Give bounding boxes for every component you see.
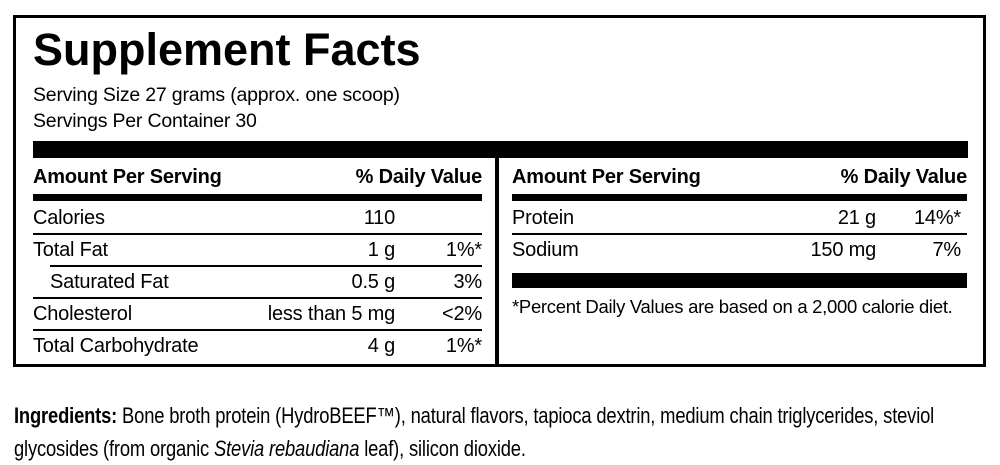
panel-content xyxy=(16,18,983,364)
nutrient-row-total-carbohydrate xyxy=(33,329,482,361)
nutrient-amount: 4 g xyxy=(367,334,395,357)
nutrient-amount: 150 mg xyxy=(810,238,876,261)
nutrient-dv: 7% xyxy=(932,238,961,261)
nutrient-name: Cholesterol xyxy=(33,302,132,325)
nutrient-amount: less than 5 mg xyxy=(267,302,395,325)
top-separator-bar xyxy=(33,141,968,158)
nutrient-amount: 110 xyxy=(363,206,395,229)
nutrient-dv: 3% xyxy=(453,270,482,293)
serving-size-text: Serving Size 27 grams (approx. one scoop) xyxy=(33,84,400,106)
ingredients-text: Ingredients: Bone broth protein (HydroBEEF™), natural flavors, tapioca dextrin, medium chain triglycerides, steviol glycosides (from organic Stevia rebaudiana leaf), silicon dioxide. xyxy=(14,403,935,461)
nutrient-amount: 1 g xyxy=(367,238,395,261)
nutrient-row-protein xyxy=(512,201,967,233)
nutrient-name: Total Carbohydrate xyxy=(33,334,199,357)
supplement-facts-panel xyxy=(13,15,986,367)
nutrition-columns xyxy=(33,158,968,364)
nutrient-row-total-fat xyxy=(33,233,482,265)
right-column xyxy=(512,158,967,364)
daily-value-label: % Daily Value xyxy=(355,166,482,188)
nutrient-dv: 1%* xyxy=(445,238,482,261)
header-underline-bar xyxy=(512,194,967,201)
nutrient-row-sodium xyxy=(512,233,967,265)
amount-per-serving-label: Amount Per Serving xyxy=(512,166,701,188)
left-column xyxy=(33,158,482,364)
nutrient-row-cholesterol xyxy=(33,297,482,329)
left-column-header xyxy=(33,158,482,194)
footnote-separator-bar xyxy=(512,273,967,288)
nutrient-name: Calories xyxy=(33,206,105,229)
nutrient-name: Total Fat xyxy=(33,238,108,261)
nutrient-amount: 21 g xyxy=(837,206,876,229)
nutrient-dv: <2% xyxy=(442,302,482,325)
daily-value-label: % Daily Value xyxy=(840,166,967,188)
amount-per-serving-label: Amount Per Serving xyxy=(33,166,222,188)
nutrient-dv: 1%* xyxy=(445,334,482,357)
header-underline-bar xyxy=(33,194,482,201)
nutrient-amount: 0.5 g xyxy=(351,270,395,293)
right-column-header xyxy=(512,158,967,194)
nutrient-row-saturated-fat xyxy=(33,265,482,297)
nutrient-row-calories xyxy=(33,201,482,233)
servings-per-container-text: Servings Per Container 30 xyxy=(33,110,257,132)
nutrient-dv: 14%* xyxy=(913,206,961,229)
daily-value-footnote: *Percent Daily Values are based on a 2,000 calorie diet. xyxy=(512,296,953,317)
nutrient-name: Saturated Fat xyxy=(50,270,169,293)
nutrient-name: Sodium xyxy=(512,238,579,261)
facts-title: Supplement Facts xyxy=(33,24,421,75)
column-divider xyxy=(495,158,499,364)
nutrient-name: Protein xyxy=(512,206,574,229)
